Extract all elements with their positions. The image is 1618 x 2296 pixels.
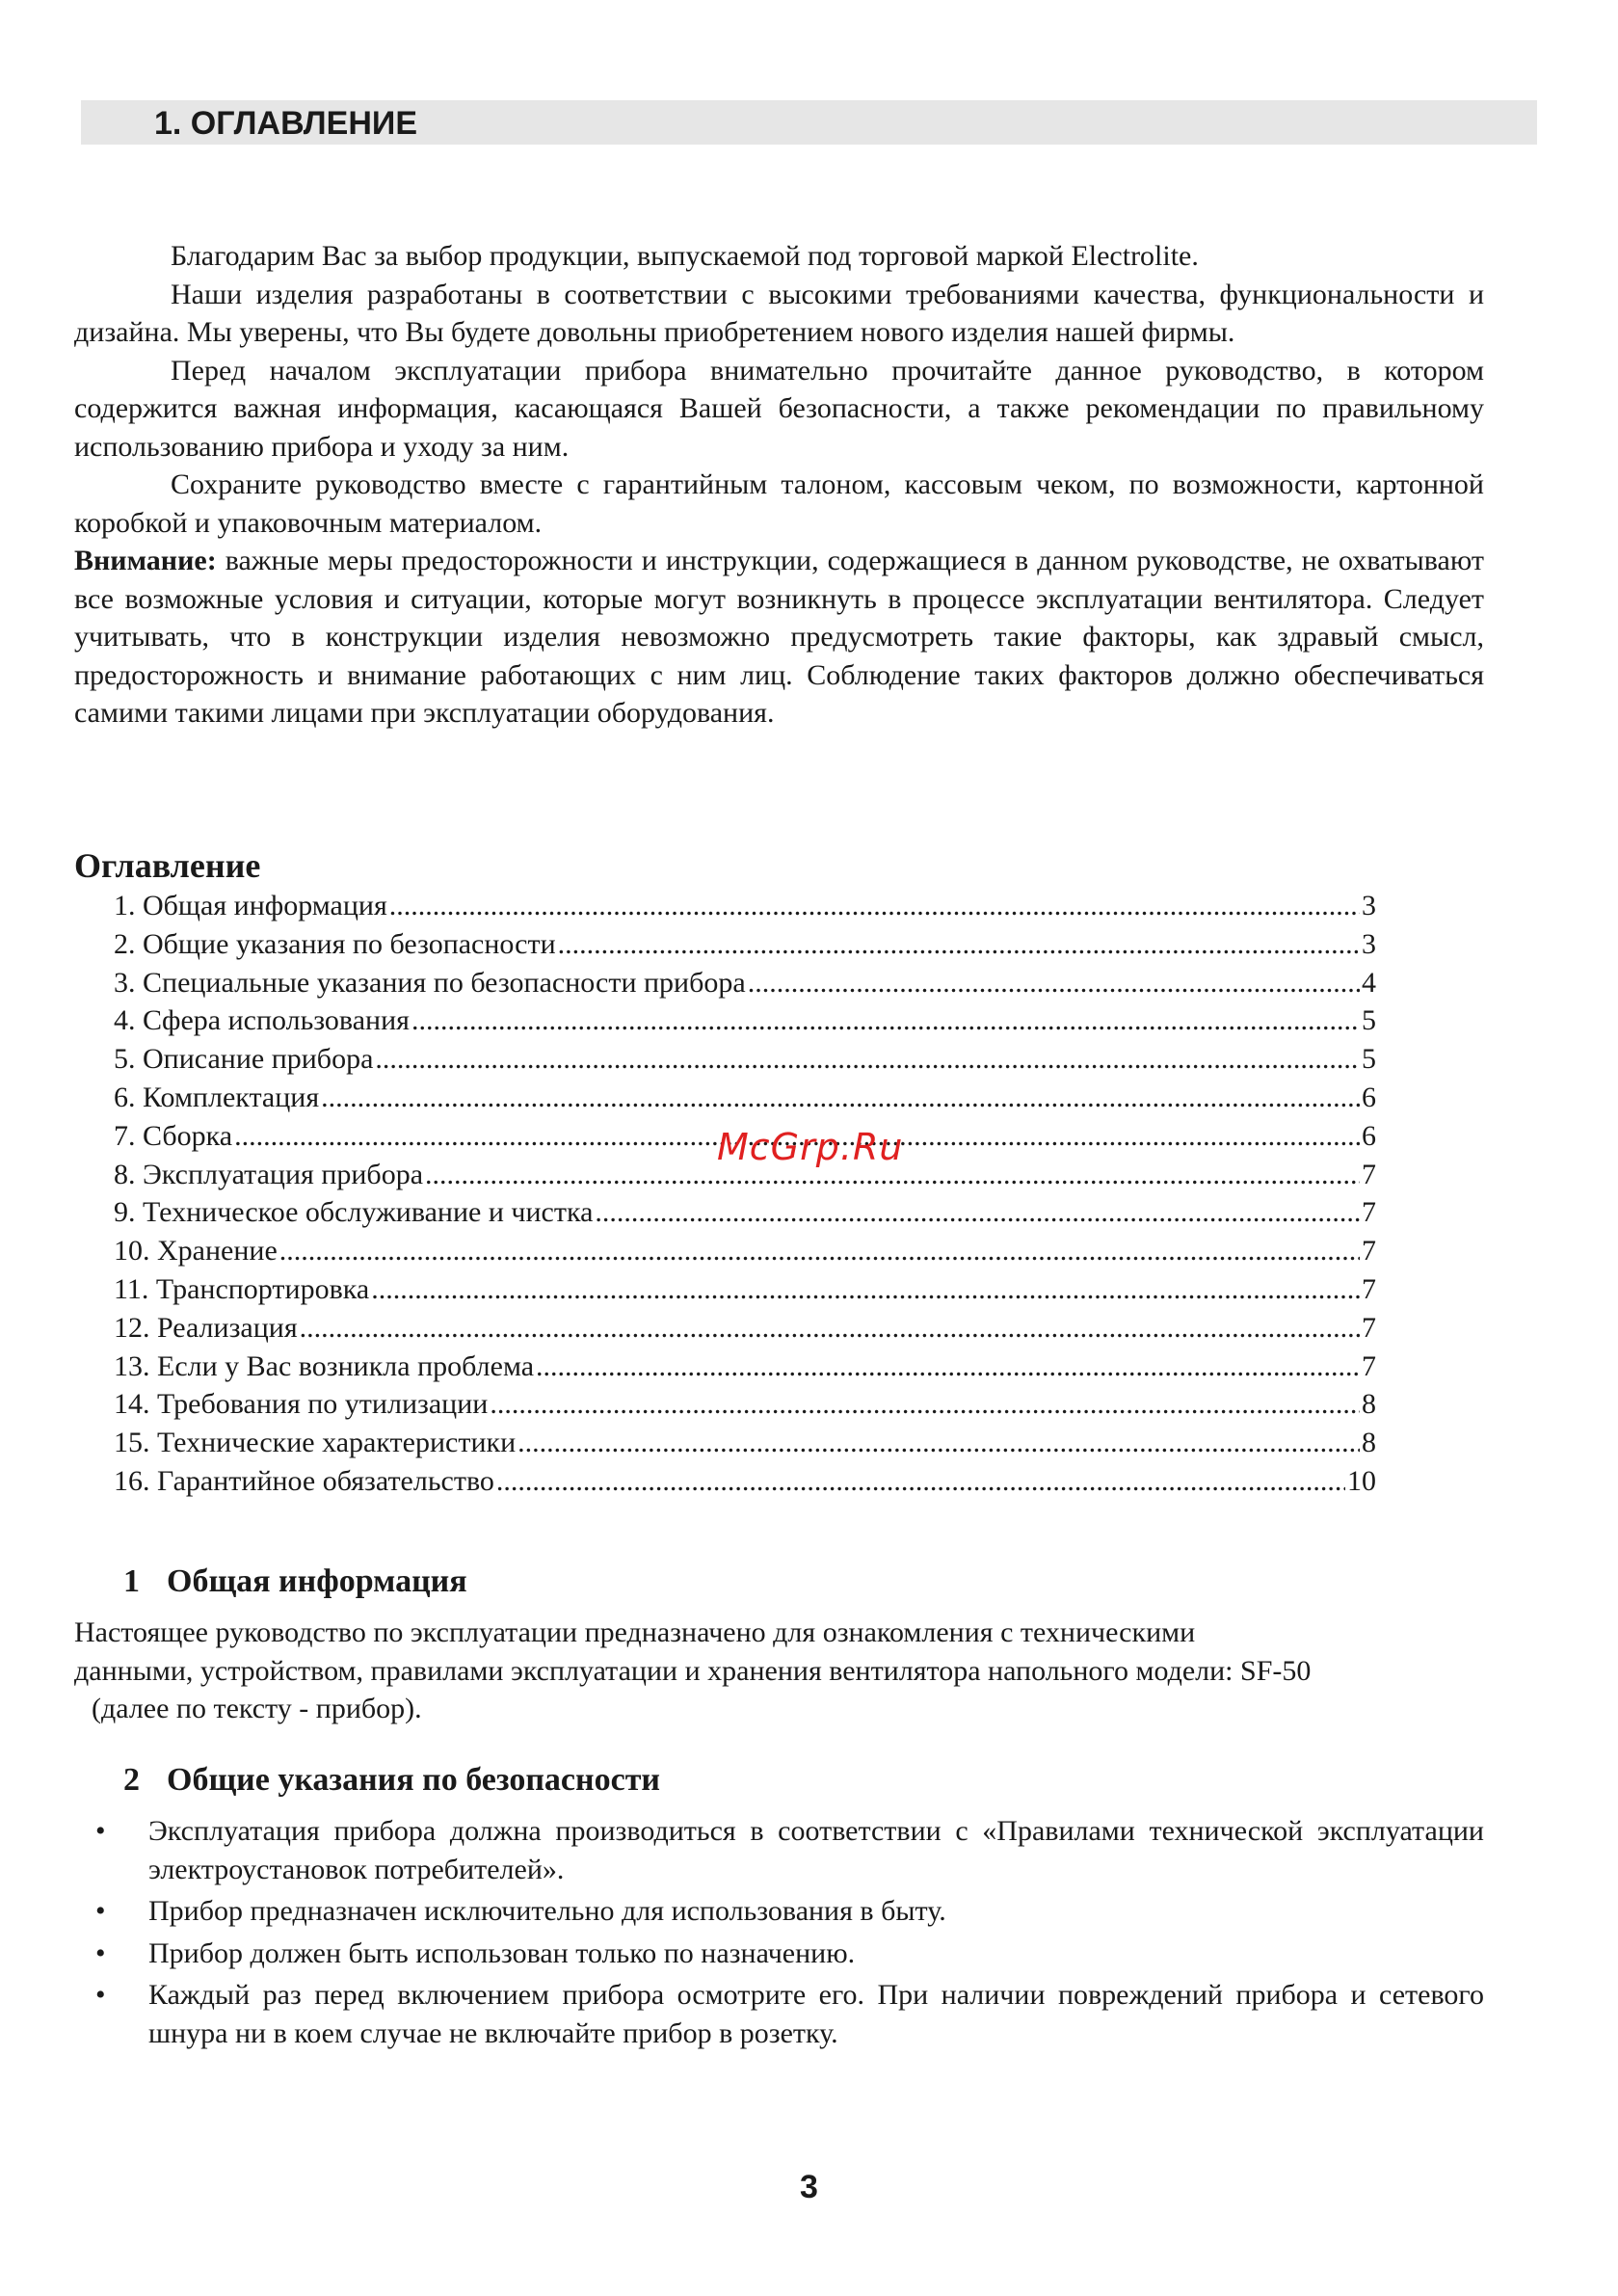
toc-item-label: 4. Сфера использования bbox=[114, 1004, 410, 1037]
toc-leader-dots bbox=[558, 925, 1360, 964]
toc-item[interactable] bbox=[114, 964, 1376, 1002]
list-item: • Каждый раз перед включением прибора осмотрите его. При наличии повреждений прибора и сетевого шнура ни в коем случае не включайте прибор в розетку. bbox=[74, 1976, 1484, 2052]
toc-leader-dots bbox=[389, 887, 1360, 925]
toc-leader-dots bbox=[517, 1424, 1360, 1462]
toc-leader-dots bbox=[748, 964, 1360, 1002]
toc-item-label: 14. Требования по утилизации bbox=[114, 1388, 489, 1421]
section-1-line-3: (далее по тексту - прибор). bbox=[92, 1693, 422, 1724]
toc-item[interactable] bbox=[114, 1424, 1376, 1462]
intro-paragraph-3: Перед началом эксплуатации прибора внимательно прочитайте данное руководство, в котором содержится важная информация, касающаяся Вашей безопасности, а также рекомендации по правильному использованию прибора и уходу за ним. bbox=[74, 354, 1484, 463]
section-1-body bbox=[74, 1614, 1520, 1728]
section-2-title: Общие указания по безопасности bbox=[167, 1762, 660, 1798]
toc-item-page: 8 bbox=[1362, 1388, 1376, 1421]
page-number: 3 bbox=[800, 2169, 818, 2205]
toc-item-label: 2. Общие указания по безопасности bbox=[114, 927, 556, 960]
toc-item-page: 7 bbox=[1362, 1235, 1376, 1268]
safety-bullet-list bbox=[74, 1812, 1484, 2056]
toc-item-page: 3 bbox=[1362, 890, 1376, 921]
list-item: • Прибор должен быть использован только по назначению. bbox=[74, 1935, 1484, 1973]
toc-item[interactable] bbox=[114, 1348, 1376, 1386]
warning-label: Внимание: bbox=[74, 545, 217, 576]
bullet-icon: • bbox=[95, 1895, 106, 1927]
section-1-heading bbox=[123, 1562, 467, 1602]
toc-item-page: 5 bbox=[1362, 1004, 1376, 1037]
toc-item-page: 7 bbox=[1362, 1349, 1376, 1382]
watermark-text: McGrp.Ru bbox=[717, 1126, 904, 1168]
toc-leader-dots bbox=[536, 1348, 1360, 1386]
toc-item[interactable] bbox=[114, 1001, 1376, 1040]
toc-item[interactable] bbox=[114, 1193, 1376, 1232]
intro-paragraph-4: Сохраните руководство вместе с гарантийным талоном, кассовым чеком, по возможности, картонной коробкой и упаковочным материалом. bbox=[74, 468, 1484, 539]
toc-item[interactable] bbox=[114, 1079, 1376, 1117]
section-2-heading bbox=[123, 1760, 660, 1801]
toc-item[interactable] bbox=[114, 925, 1376, 964]
section-2-number: 2 bbox=[123, 1762, 140, 1798]
toc-item-label: 9. Техническое обслуживание и чистка bbox=[114, 1196, 594, 1229]
section-1-number: 1 bbox=[123, 1563, 140, 1599]
toc-leader-dots bbox=[371, 1270, 1360, 1309]
toc-leader-dots bbox=[411, 1001, 1360, 1040]
toc-leader-dots bbox=[321, 1079, 1360, 1117]
toc-heading: Оглавление bbox=[74, 846, 261, 885]
intro-text bbox=[74, 237, 1484, 733]
bullet-icon: • bbox=[95, 1815, 106, 1847]
toc-item-label: 8. Эксплуатация прибора bbox=[114, 1158, 424, 1190]
toc-item[interactable] bbox=[114, 887, 1376, 925]
toc-item-page: 7 bbox=[1362, 1272, 1376, 1305]
toc-item-page: 7 bbox=[1362, 1311, 1376, 1344]
toc-item-page: 7 bbox=[1362, 1196, 1376, 1229]
toc-item-page: 6 bbox=[1362, 1081, 1376, 1113]
toc-item-label: 6. Комплектация bbox=[114, 1081, 320, 1113]
toc-leader-dots bbox=[595, 1193, 1360, 1232]
section-1-line-2: данными, устройством, правилами эксплуатации и хранения вентилятора напольного модели: SF-50 bbox=[74, 1654, 1312, 1687]
toc-list bbox=[114, 887, 1376, 1501]
toc-item[interactable] bbox=[114, 1270, 1376, 1309]
intro-paragraph-2: Наши изделия разработаны в соответствии с высокими требованиями качества, функциональности и дизайна. Мы уверены, что Вы будете довольны приобретением нового изделия нашей фирмы. bbox=[74, 278, 1484, 348]
toc-item[interactable] bbox=[114, 1309, 1376, 1348]
toc-item[interactable] bbox=[114, 1040, 1376, 1079]
toc-item-label: 11. Транспортировка bbox=[114, 1272, 370, 1305]
toc-item-page: 5 bbox=[1362, 1043, 1376, 1076]
page-title: 1. ОГЛАВЛЕНИЕ bbox=[154, 105, 417, 142]
toc-item[interactable] bbox=[114, 1232, 1376, 1270]
toc-item[interactable] bbox=[114, 1462, 1376, 1501]
toc-item-page: 10 bbox=[1347, 1464, 1376, 1497]
toc-item-label: 16. Гарантийное обязательство bbox=[114, 1464, 494, 1497]
toc-item-page: 7 bbox=[1362, 1158, 1376, 1190]
toc-leader-dots bbox=[375, 1040, 1360, 1079]
toc-leader-dots bbox=[300, 1309, 1360, 1348]
toc-item-label: 3. Специальные указания по безопасности прибора bbox=[114, 966, 746, 999]
toc-item-label: 12. Реализация bbox=[114, 1311, 298, 1344]
toc-item-label: 10. Хранение bbox=[114, 1235, 278, 1268]
toc-leader-dots bbox=[279, 1232, 1360, 1270]
bullet-icon: • bbox=[95, 1936, 106, 1969]
toc-item-label: 15. Технические характеристики bbox=[114, 1427, 517, 1459]
toc-item-label: 13. Если у Вас возникла проблема bbox=[114, 1349, 535, 1382]
section-1-line-1: Настоящее руководство по эксплуатации предназначено для ознакомления с техническими bbox=[74, 1616, 1196, 1648]
toc-item-page: 8 bbox=[1362, 1427, 1376, 1459]
bullet-icon: • bbox=[95, 1979, 106, 2011]
toc-item-page: 6 bbox=[1362, 1119, 1376, 1152]
toc-item-page: 4 bbox=[1362, 966, 1376, 999]
toc-item[interactable] bbox=[114, 1385, 1376, 1424]
model-name: SF-50 bbox=[1240, 1654, 1312, 1687]
toc-item-label: 1. Общая информация bbox=[114, 890, 387, 921]
section-header-bar bbox=[81, 100, 1537, 145]
warning-text: важные меры предосторожности и инструкции, содержащиеся в данном руководстве, не охватывают все возможные условия и ситуации, которые могут возникнуть в процессе эксплуатации вентилятора. Следует учитывать, что в конструкции изделия невозможно предусмотреть такие факторы, как здравый смысл, предосторожность и внимание работающих с ним лиц. Соблюдение таких факторов должно обеспечиваться самими такими лицами при эксплуатации оборудования. bbox=[74, 545, 1484, 729]
list-item: • Прибор предназначен исключительно для использования в быту. bbox=[74, 1892, 1484, 1931]
section-1-title: Общая информация bbox=[167, 1563, 467, 1599]
toc-item-label: 5. Описание прибора bbox=[114, 1043, 374, 1076]
toc-item-label: 7. Сборка bbox=[114, 1119, 233, 1152]
toc-leader-dots bbox=[496, 1462, 1345, 1501]
intro-paragraph-1: Благодарим Вас за выбор продукции, выпускаемой под торговой маркой Electrolite. bbox=[171, 240, 1199, 272]
list-item: • Эксплуатация прибора должна производиться в соответствии с «Правилами технической эксплуатации электроустановок потребителей». bbox=[74, 1812, 1484, 1888]
toc-item-page: 3 bbox=[1362, 927, 1376, 960]
warning-paragraph bbox=[74, 542, 1484, 733]
toc-leader-dots bbox=[490, 1385, 1360, 1424]
